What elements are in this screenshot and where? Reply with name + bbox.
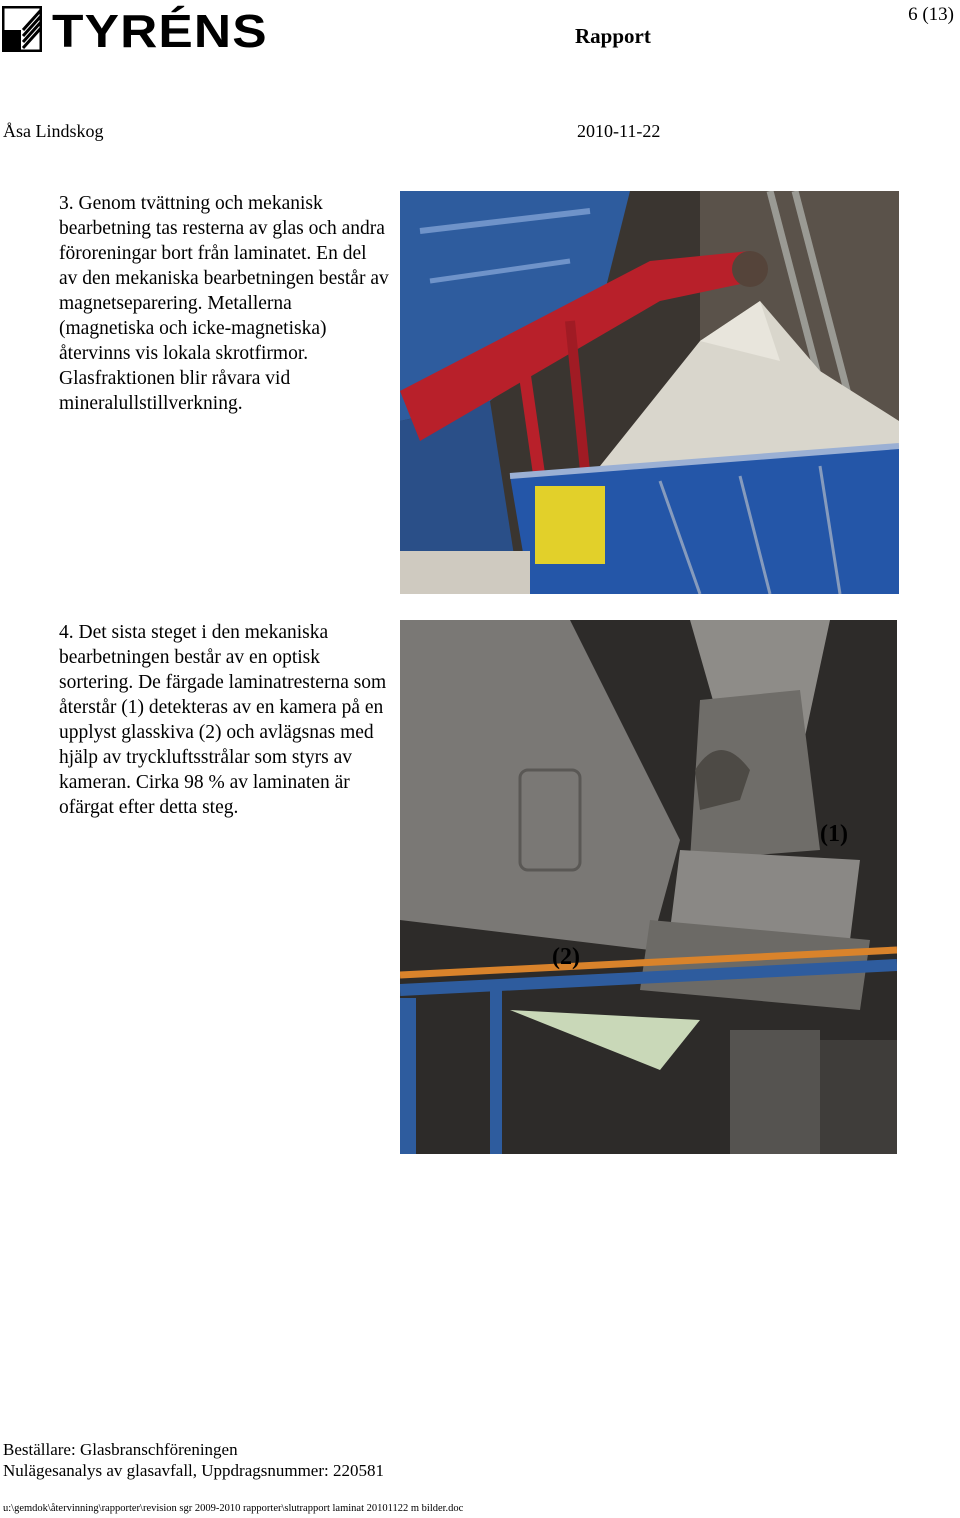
- author-name: Åsa Lindskog: [3, 121, 104, 141]
- footer-client: Beställare: Glasbranschföreningen: [3, 1440, 238, 1459]
- report-date: 2010-11-22: [577, 121, 661, 141]
- paragraph-step-4: 4. Det sista steget i den mekaniska bearbetningen består av en optisk sortering. De färgade laminatresterna som återstår (1) detekteras av en kamera på en upplyst glasskiva (2) och avlägsnas med hjälp av tryckluftsstrålar som styrs av kameran. Cirka 98 % av laminaten är ofärgat efter detta steg.: [59, 622, 387, 818]
- paragraph-step-3: 3. Genom tvättning och mekanisk bearbetning tas resterna av glas och andra föroreningar bort från laminatet. En del av den mekaniska bearbetningen består av magnetseparering. Metallerna (magnetiska och icke-magnetiska) återvinns vis lokala skrotfirmor. Glasfraktionen blir råvara vid mineralullstillverkning.: [59, 193, 389, 414]
- report-label: Rapport: [575, 24, 651, 48]
- footer-file-path: u:\gemdok\återvinning\rapporter\revision sgr 2009-2010 rapporter\slutrapport laminat 20101122 m bilder.doc: [3, 1503, 464, 1514]
- page-number: 6 (13): [908, 4, 954, 25]
- tyrens-logo-icon: [2, 6, 42, 52]
- photo-optical-sorter: [400, 620, 897, 1154]
- photo-conveyor-container: [400, 191, 899, 594]
- callout-label-2: (2): [552, 944, 580, 970]
- tyrens-logo-text: TYRÉNS: [52, 5, 268, 57]
- callout-label-1: (1): [820, 821, 848, 847]
- footer-project: Nulägesanalys av glasavfall, Uppdragsnummer: 220581: [3, 1461, 384, 1480]
